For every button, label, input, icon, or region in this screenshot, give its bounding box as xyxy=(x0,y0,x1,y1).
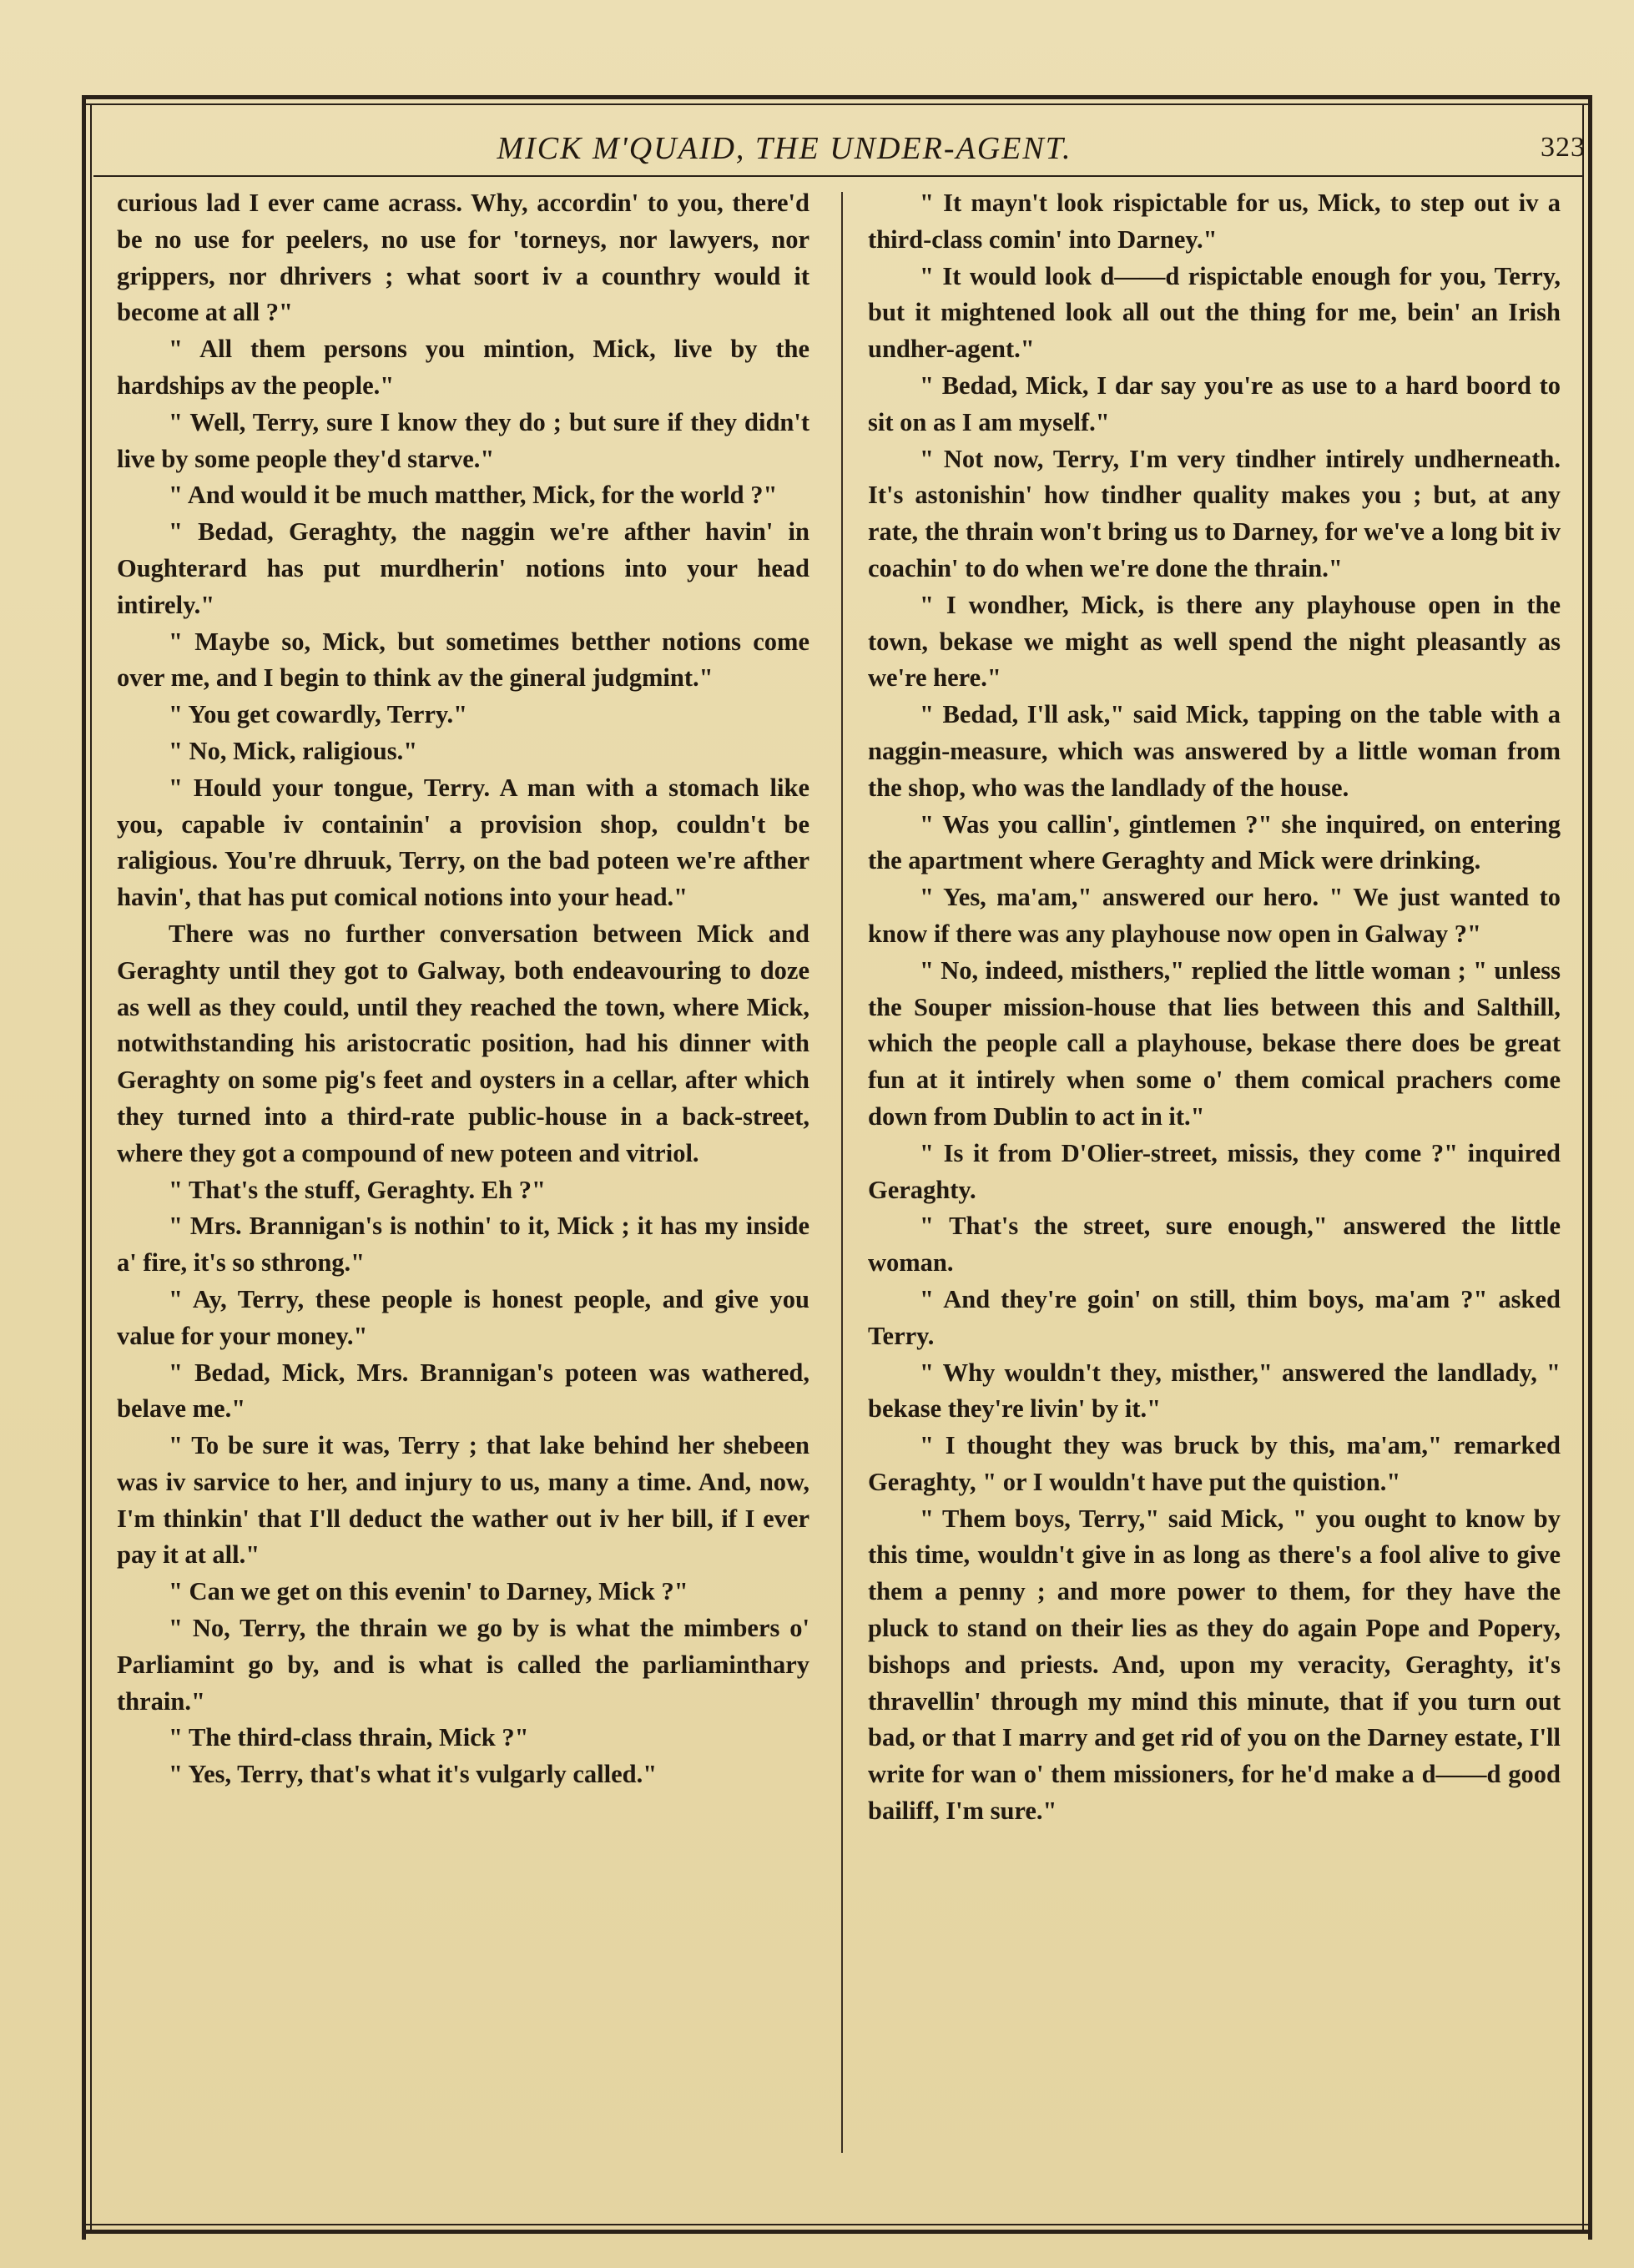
left-column xyxy=(117,185,809,1793)
paragraph: " Was you callin', gintlemen ?" she inquired, on entering the apartment where Geraghty and Mick were drinking. xyxy=(868,809,1561,875)
paragraph: " It would look d——d rispictable enough for you, Terry, but it mightened look all out the thing for me, bein' an Irish undher-agent." xyxy=(868,261,1561,364)
paragraph: " Why wouldn't they, misther," answered the landlady, " bekase they're livin' by it." xyxy=(868,1358,1561,1424)
paragraph: " Is it from D'Olier-street, missis, they come ?" inquired Geraghty. xyxy=(868,1138,1561,1204)
top-rule-thin xyxy=(82,103,1592,105)
paragraph: " To be sure it was, Terry ; that lake behind her shebeen was iv sarvice to her, and injury to us, many a time. And, now, I'm thinkin' that I'll deduct the wather out iv her bill, if I ever pay it at all." xyxy=(117,1431,809,1570)
paragraph: " That's the street, sure enough," answered the little woman. xyxy=(868,1212,1561,1278)
paragraph: curious lad I ever came acrass. Why, accordin' to you, there'd be no use for peelers, no use for 'torneys, nor lawyers, nor grippers, nor dhrivers ; what soort iv a counthry would it become at all ?" xyxy=(117,189,809,327)
paragraph: There was no further conversation between Mick and Geraghty until they got to Galway, both endeavouring to doze as well as they could, until they reached the town, where Mick, notwithstanding his aristocratic position, had his dinner with Geraghty on some pig's feet and oysters in a cellar, after which they turned into a third-rate public-house in a back-street, where they got a compound of new poteen and vitriol. xyxy=(117,919,809,1167)
paragraph: " And would it be much matther, Mick, for the world ?" xyxy=(169,481,778,510)
paragraph: " Yes, ma'am," answered our hero. " We just wanted to know if there was any playhouse now open in Galway ?" xyxy=(868,883,1561,948)
running-title: MICK M'QUAID, THE UNDER-AGENT. xyxy=(497,131,1072,166)
paragraph: " Bedad, Geraghty, the naggin we're afther havin' in Oughterard has put murdherin' notions into your head intirely." xyxy=(117,517,809,619)
paragraph: " No, Terry, the thrain we go by is what the mimbers o' Parliamint go by, and is what is called the parliaminthary thrain." xyxy=(117,1614,809,1716)
paragraph: " Bedad, I'll ask," said Mick, tapping on the table with a naggin-measure, which was answered by a little woman from the shop, who was the landlady of the house. xyxy=(868,700,1561,802)
paragraph: " I wondher, Mick, is there any playhouse open in the town, bekase we might as well spend the night pleasantly as we're here." xyxy=(868,590,1561,693)
right-border-thick xyxy=(1588,95,1592,2240)
paragraph: " Well, Terry, sure I know they do ; but sure if they didn't live by some people they'd starve." xyxy=(117,407,809,473)
left-border-thick xyxy=(82,95,86,2240)
paragraph: " The third-class thrain, Mick ?" xyxy=(169,1723,529,1752)
column-divider xyxy=(841,192,843,2153)
paragraph: " I thought they was bruck by this, ma'am," remarked Geraghty, " or I wouldn't have put the quistion." xyxy=(868,1431,1561,1496)
left-border-thin xyxy=(90,103,92,2231)
paragraph: " All them persons you mintion, Mick, live by the hardships av the people." xyxy=(117,335,809,400)
right-border-thin xyxy=(1582,103,1584,2231)
paragraph: " No, Mick, raligious." xyxy=(169,736,418,765)
paragraph: " No, indeed, misthers," replied the little woman ; " unless the Souper mission-house that lies between this and Salthill, which the people call a playhouse, bekase there does be great fun at it intirely when some o' them comical prachers come down from Dublin to act in it." xyxy=(868,955,1561,1131)
top-rule-thick xyxy=(82,95,1592,99)
bottom-rule-thin xyxy=(82,2224,1592,2225)
paragraph: " Can we get on this evenin' to Darney, Mick ?" xyxy=(169,1577,688,1606)
bottom-rule-thick xyxy=(82,2230,1592,2234)
paragraph: " Yes, Terry, that's what it's vulgarly called." xyxy=(169,1760,658,1789)
paragraph: " Bedad, Mick, Mrs. Brannigan's poteen was wathered, belave me." xyxy=(117,1358,809,1424)
paragraph: " And they're goin' on still, thim boys, ma'am ?" asked Terry. xyxy=(868,1284,1561,1350)
paragraph: " Not now, Terry, I'm very tindher intirely undherneath. It's astonishin' how tindher quality makes you ; but, at any rate, the thrain won't bring us to Darney, for we've a long bit iv coachin' to do when we're done the thrain." xyxy=(868,444,1561,582)
page-number: 323 xyxy=(1541,132,1586,163)
header-rule xyxy=(93,175,1582,177)
paragraph: " It mayn't look rispictable for us, Mick, to step out iv a third-class comin' into Darney." xyxy=(868,189,1561,254)
paragraph: " Bedad, Mick, I dar say you're as use to a hard boord to sit on as I am myself." xyxy=(868,370,1561,436)
page-header xyxy=(83,127,1586,177)
right-column xyxy=(868,185,1561,1830)
paragraph: " Hould your tongue, Terry. A man with a stomach like you, capable iv containin' a provision shop, couldn't be raligious. You're dhruuk, Terry, on the bad poteen we're afther havin', that has put comical notions into your head." xyxy=(117,773,809,912)
paragraph: " Maybe so, Mick, but sometimes betther notions come over me, and I begin to think av the gineral judgmint." xyxy=(117,627,809,693)
paragraph: " That's the stuff, Geraghty. Eh ?" xyxy=(169,1175,546,1204)
paragraph: " You get cowardly, Terry." xyxy=(169,700,468,729)
paragraph: " Mrs. Brannigan's is nothin' to it, Mick ; it has my inside a' fire, it's so sthrong." xyxy=(117,1212,809,1278)
paragraph: " Them boys, Terry," said Mick, " you ought to know by this time, wouldn't give in as long as there's a fool alive to give them a penny ; and more power to them, for they have the pluck to stand on their lies as they do again Pope and Popery, bishops and priests. And, upon my veracity, Geraghty, it's thravellin' through my mind this minute, that if you turn out bad, or that I marry and get rid of you on the Darney estate, I'll write for wan o' them missioners, for he'd make a d——d good bailiff, I'm sure." xyxy=(868,1504,1561,1826)
paragraph: " Ay, Terry, these people is honest people, and give you value for your money." xyxy=(117,1284,809,1350)
